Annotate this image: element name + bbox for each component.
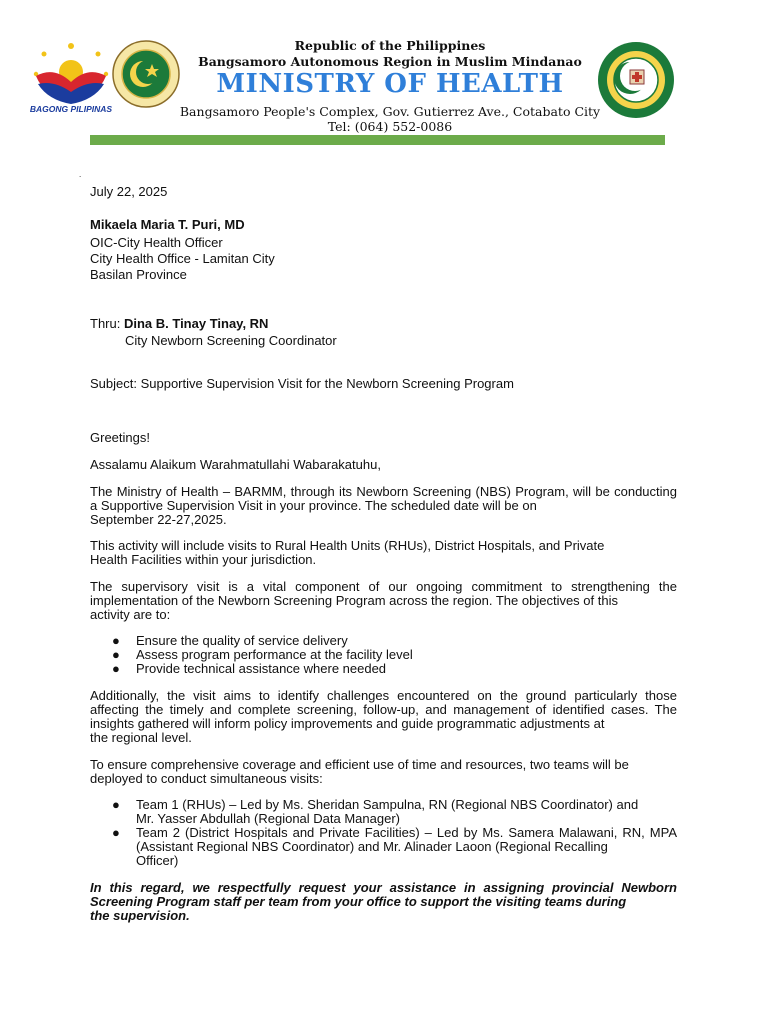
thru-line (90, 316, 268, 332)
paragraph-teams-tail: deployed to conduct simultaneous visits: (90, 771, 323, 786)
paragraph-challenges-text: Additionally, the visit aims to identify challenges encountered on the ground particularly those affecting the timely and complete screening, follow-up, and management of identified cases. The insights gathered will inform policy improvements and guide programmatic adjustments at (90, 688, 677, 731)
paragraph-activity (90, 539, 677, 567)
list-item: ● Assess program performance at the facility level (112, 647, 413, 662)
paragraph-objectives-text: The supervisory visit is a vital component of our ongoing commitment to strengthening the implementation of the Newborn Screening Program across the region. The objectives of this (90, 579, 677, 608)
thru-label: Thru: (90, 316, 121, 331)
letterhead-ministry-title: MINISTRY OF HEALTH (216, 69, 564, 99)
letterhead-region: Bangsamoro Autonomous Region in Muslim Mindanao (198, 54, 582, 69)
paragraph-challenges-tail: the regional level. (90, 730, 192, 745)
list-item: ● Team 2 (District Hospitals and Private Facilities) – Led by Ms. Samera Malawani, RN, MPA (Assistant Regional NBS Coordinator) and Mr. Alinader Laoon (Regional Recalling Officer) (112, 825, 677, 868)
list-item: ● Provide technical assistance where needed (112, 661, 387, 676)
closing-request-tail: the supervision. (90, 908, 190, 923)
letterhead-telephone: Tel: (064) 552-0086 (327, 119, 453, 134)
thru-title: City Newborn Screening Coordinator (125, 333, 337, 348)
bagong-pilipinas-logo (24, 36, 118, 116)
paragraph-teams-text: To ensure comprehensive coverage and efficient use of time and resources, two teams will be (90, 757, 629, 772)
bagong-pilipinas-text: BAGONG PILIPINAS (29, 104, 113, 114)
closing-request-text: In this regard, we respectfully request your assistance in assigning provincial Newborn Screening Program staff per team from your office to support the visiting teams during (90, 880, 677, 909)
recipient-province: Basilan Province (90, 267, 187, 282)
recipient-name: Mikaela Maria T. Puri, MD (90, 217, 245, 232)
teams-list (92, 798, 677, 868)
letterhead-divider (90, 135, 665, 145)
paragraph-challenges (90, 689, 677, 745)
recipient-office: City Health Office - Lamitan City (90, 251, 275, 266)
paragraph-intro-date: September 22-27,2025. (90, 512, 227, 527)
stray-mark: . (79, 170, 82, 179)
paragraph-objectives (90, 580, 677, 622)
recipient-title: OIC-City Health Officer (90, 235, 223, 250)
letter-date: July 22, 2025 (90, 184, 168, 199)
letter-salutation: Assalamu Alaikum Warahmatullahi Wabarakatuhu, (90, 457, 381, 472)
paragraph-activity-tail: Health Facilities within your jurisdiction. (90, 552, 317, 567)
paragraph-objectives-tail: activity are to: (90, 607, 171, 622)
letterhead-address: Bangsamoro People's Complex, Gov. Gutierrez Ave., Cotabato City (179, 104, 601, 119)
objectives-list (92, 634, 677, 676)
paragraph-teams (90, 758, 677, 786)
letter-greeting: Greetings! (90, 430, 150, 445)
paragraph-intro (90, 485, 677, 527)
list-item: ● Team 1 (RHUs) – Led by Ms. Sheridan Sampulna, RN (Regional NBS Coordinator) and Mr. Yasser Abdullah (Regional Data Manager) (112, 797, 639, 826)
paragraph-intro-text: The Ministry of Health – BARMM, through its Newborn Screening (NBS) Program, will be conducting a Supportive Supervision Visit in your province. The scheduled date will be on (90, 484, 677, 513)
letterhead-republic: Republic of the Philippines (294, 38, 486, 53)
list-item: ● Ensure the quality of service delivery (112, 633, 348, 648)
closing-request (90, 881, 677, 923)
thru-name: Dina B. Tinay Tinay, RN (123, 316, 269, 331)
paragraph-activity-text: This activity will include visits to Rural Health Units (RHUs), District Hospitals, and Private (90, 538, 605, 553)
letter-subject: Subject: Supportive Supervision Visit for the Newborn Screening Program (90, 376, 514, 391)
